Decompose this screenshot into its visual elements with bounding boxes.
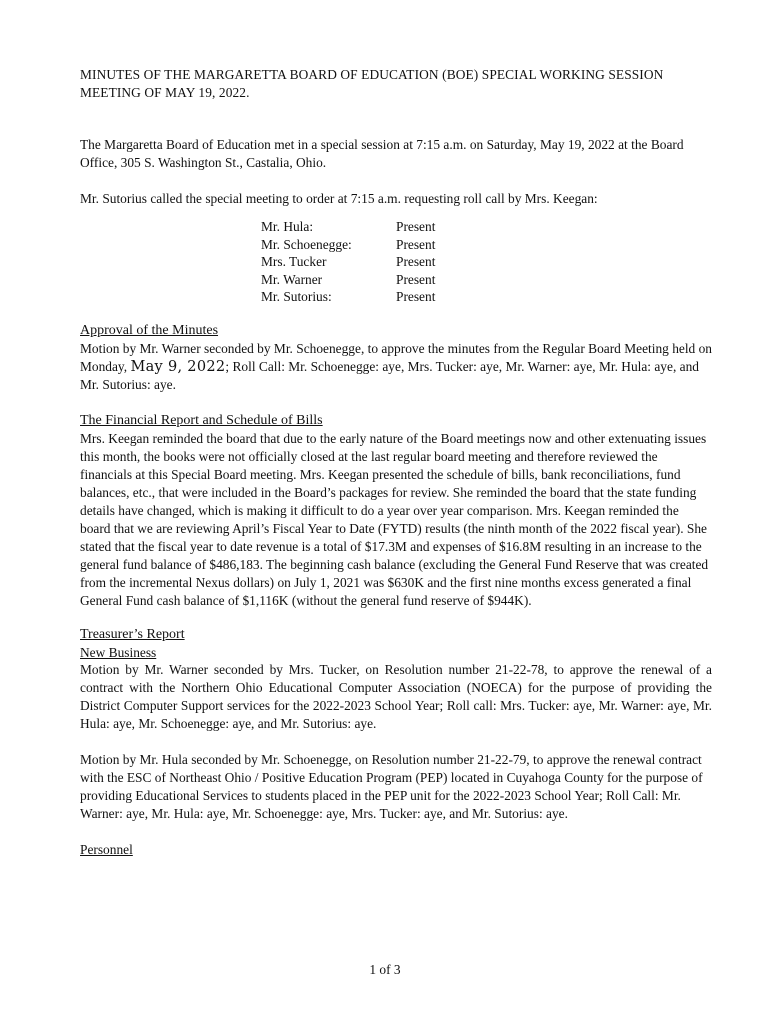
financial-section	[80, 412, 712, 610]
financial-paragraph: Mrs. Keegan reminded the board that due to the early nature of the Board meetings now and other extenuating issues this month, the books were not officially closed at the last regular board meeting and therefore reviewed the financials at this Special Board meeting. Mrs. Keegan presented the schedule of bills, bank reconciliations, fund balances, etc., that were included in the Board’s packages for review. She reminded the board that the state funding details have changed, which is making it difficult to do a year over year comparison. Mrs. Keegan reminded the board that we are reviewing April’s Fiscal Year to Date (FYTD) results (the ninth month of the 2022 fiscal year). She stated that the fiscal year to date revenue is a total of $17.3M and expenses of $16.8M resulting in an increase to the general fund balance of $486,183. The beginning cash balance (excluding the General Fund Reserve that was created from the incremental Nexus dollars) on July 1, 2021 was $630K and the first nine months excess generated a final General Fund cash balance of $1,116K (without the general fund reserve of $944K).	[80, 430, 709, 608]
roll-call-row	[261, 218, 712, 236]
call-to-order-paragraph: Mr. Sutorius called the special meeting to order at 7:15 a.m. requesting roll call by Mrs. Keegan:	[80, 191, 598, 206]
roll-call-status: Present	[396, 289, 436, 305]
treasurer-section	[80, 626, 712, 823]
minutes-section	[80, 322, 712, 394]
personnel-heading: Personnel	[80, 841, 133, 857]
resolution-79-paragraph: Motion by Mr. Hula seconded by Mr. Schoenegge, on Resolution number 21-22-79, to approve the renewal contract with the ESC of Northeast Ohio / Positive Education Program (PEP) located in Cuyahoga County for the purpose of providing Educational Services to students placed in the PEP unit for the 2022-2023 School Year; Roll Call: Mr. Warner: aye, Mr. Hula: aye, Mr. Schoenegge: aye, Mrs. Tucker: aye, and Mr. Sutorius: aye.	[80, 751, 703, 821]
financial-heading: The Financial Report and Schedule of Bills	[80, 412, 323, 428]
roll-call-row	[261, 271, 712, 289]
intro-paragraph: The Margaretta Board of Education met in a special session at 7:15 a.m. on Saturday, May 19, 2022 at the Board Office, 305 S. Washington St., Castalia, Ohio.	[80, 137, 684, 170]
page-number: 1 of 3	[369, 962, 401, 977]
roll-call-list	[261, 218, 712, 306]
minutes-heading: Approval of the Minutes	[80, 322, 219, 338]
resolution-78-paragraph: Motion by Mr. Warner seconded by Mrs. Tucker, on Resolution number 21-22-78, to approve the renewal of a contract with the Northern Ohio Educational Computer Association (NOECA) for the purpose of providing the District Computer Support services for the 2022-2023 School Year; Roll call: Mrs. Tucker: aye, Mr. Warner: aye, Mr. Hula: aye, Mr. Schoenegge: aye, and Mr. Sutorius: aye.	[80, 661, 712, 731]
minutes-text-end: ; Roll Call: Mr. Schoenegge: aye, Mrs. Tucker: aye, Mr. Warner: aye, Mr. Hula: aye, and Mr. Sutorius: aye.	[80, 358, 699, 392]
roll-call-row	[261, 236, 712, 254]
document-page	[80, 60, 712, 859]
document-title: MINUTES OF THE MARGARETTA BOARD OF EDUCATION (BOE) SPECIAL WORKING SESSION MEETING OF MAY 19, 2022.	[80, 67, 664, 100]
roll-call-status: Present	[396, 271, 436, 287]
roll-call-row	[261, 288, 712, 306]
roll-call-status: Present	[396, 254, 436, 270]
roll-call-row	[261, 253, 712, 271]
roll-call-name: Mr. Sutorius:	[261, 289, 332, 305]
roll-call-name: Mr. Hula:	[261, 219, 314, 234]
roll-call-name: Mr. Warner	[261, 271, 323, 287]
roll-call-name: Mrs. Tucker	[261, 254, 327, 270]
minutes-text-start: Motion by Mr. Warner seconded by Mr. Schoenegge, to approve the minutes from the Regular Board Meeting held on Monday,	[80, 340, 712, 374]
roll-call-status: Present	[396, 219, 436, 234]
minutes-paragraph	[80, 340, 712, 394]
roll-call-name: Mr. Schoenegge:	[261, 236, 352, 252]
roll-call-status: Present	[396, 236, 436, 252]
treasurer-heading: Treasurer’s Report	[80, 626, 185, 642]
new-business-subheading: New Business	[80, 644, 157, 660]
minutes-date: May 9, 2022	[130, 358, 226, 375]
